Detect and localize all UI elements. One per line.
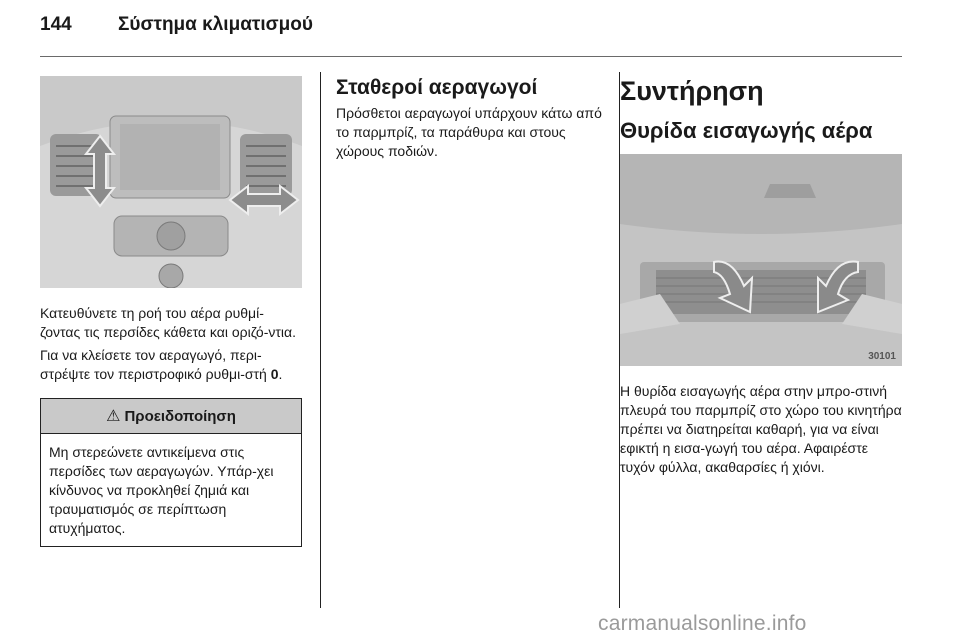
paragraph-close-vent-text: Για να κλείσετε τον αεραγωγό, περι-στρέψτε τον περιστροφικό ρυθμι-στή [40, 347, 267, 382]
air-intake-illustration [620, 154, 902, 366]
heading-fixed-vents: Σταθεροί αεραγωγοί [336, 76, 538, 99]
column-divider-1 [320, 72, 321, 608]
warning-box [40, 398, 302, 547]
header-rule [40, 56, 902, 57]
paragraph-air-intake: Η θυρίδα εισαγωγής αέρα στην μπρο-στινή πλευρά του παρμπρίζ στο χώρο του κινητήρα πρέπει να διατηρείται καθαρή, για να είναι εφικτή η εισα-γωγή του αέρα. Αφαιρέστε τυχόν φύλλα, ακαθαρσίες ή χιόνι. [620, 383, 902, 475]
page-header [40, 14, 313, 36]
page-title: Σύστημα κλιματισμού [118, 14, 313, 35]
watermark[interactable]: carmanualsonline.info [598, 612, 807, 635]
column-3 [620, 76, 902, 481]
paragraph-close-vent-end: . [278, 366, 283, 382]
warning-text: Μη στερεώνετε αντικείμενα στις περσίδες των αεραγωγών. Υπάρ-χει κίνδυνος να προκληθεί ζημιά και τραυματισμός σε περίπτωση ατυχήματος. [49, 444, 274, 536]
warning-triangle-icon: ⚠ [106, 408, 121, 425]
warning-header [41, 399, 301, 434]
closed-symbol: 0 [270, 366, 279, 382]
figure-label: 30101 [868, 351, 896, 362]
heading-air-intake: Θυρίδα εισαγωγής αέρα [620, 118, 873, 143]
page-number: 144 [40, 14, 72, 35]
warning-title: Προειδοποίηση [124, 407, 236, 425]
air-vents-dashboard-illustration [40, 76, 302, 288]
paragraph-close-vent [40, 346, 302, 384]
paragraph-fixed-vents: Πρόσθετοι αεραγωγοί υπάρχουν κάτω από το παρμπρίζ, τα παράθυρα και στους χώρους ποδιών. [336, 105, 602, 159]
paragraph-direct-airflow: Κατευθύνετε τη ροή του αέρα ρυθμί-ζοντας τις περσίδες κάθετα και οριζό-ντια. [40, 305, 297, 340]
column-2 [336, 76, 606, 165]
heading-maintenance: Συντήρηση [620, 76, 764, 106]
column-1 [40, 76, 302, 547]
air-intake-figure [620, 154, 902, 366]
